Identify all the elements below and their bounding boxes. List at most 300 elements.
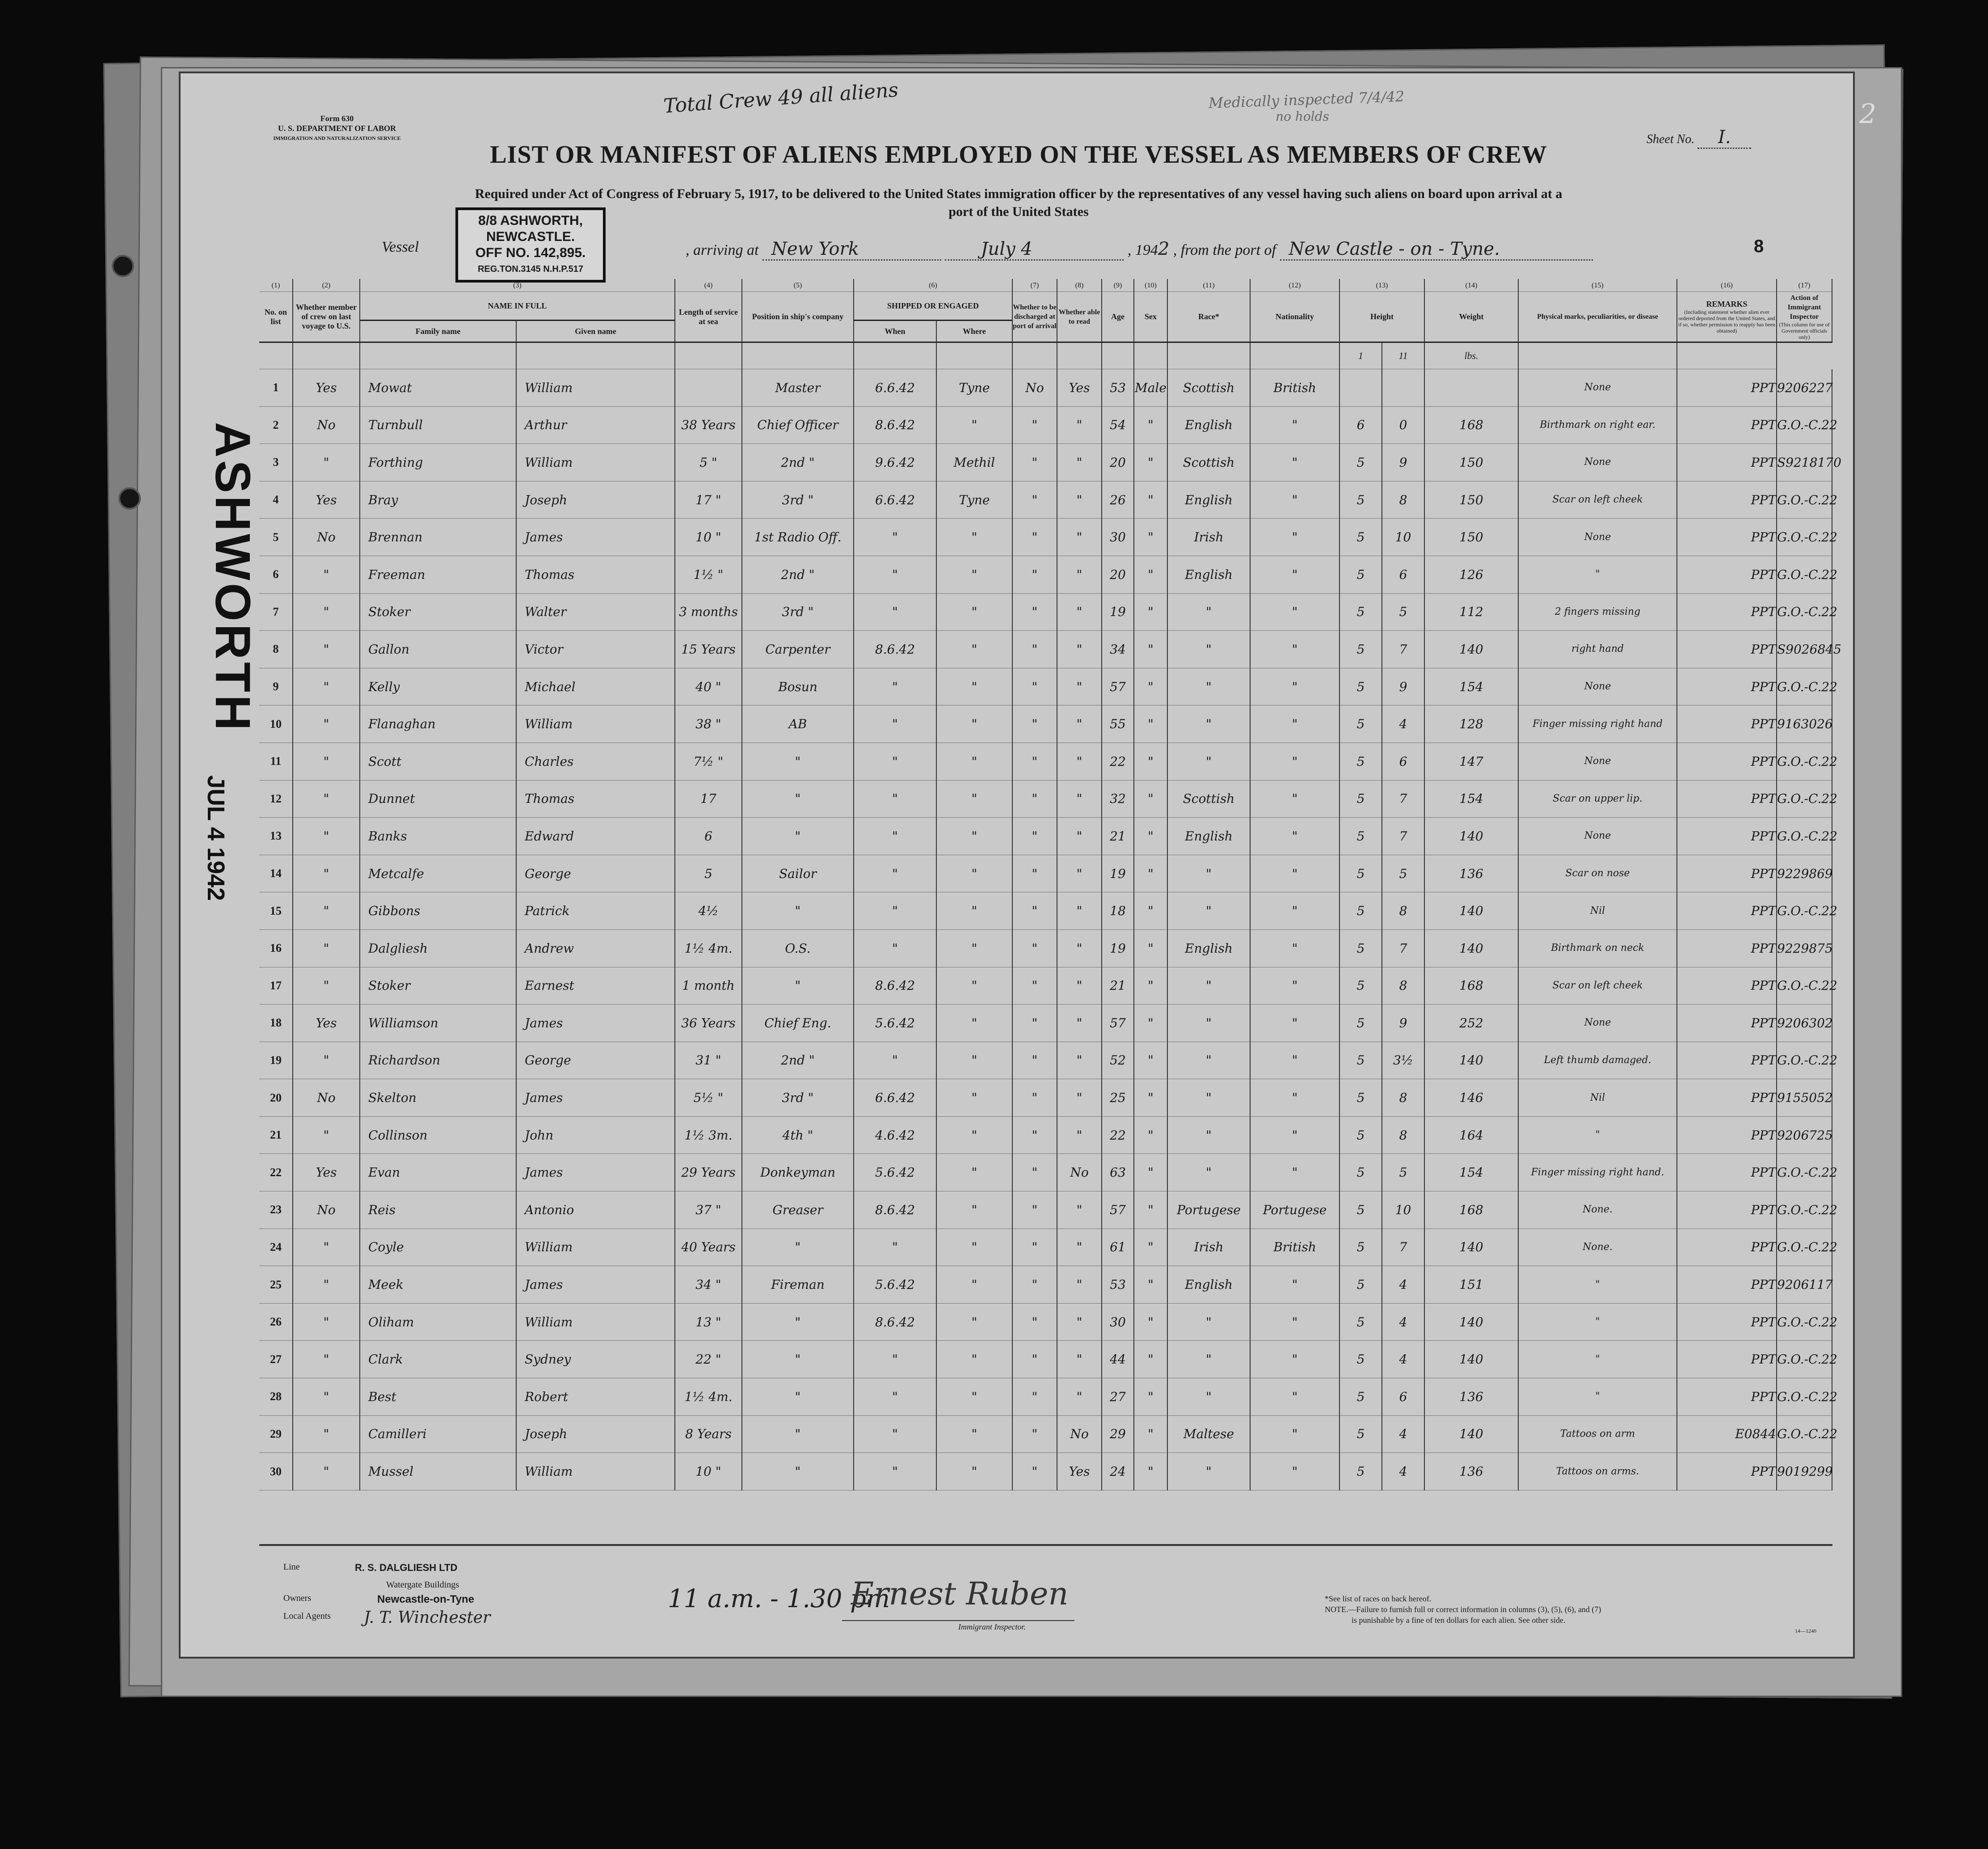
cell-crew-number: 19 [259, 1042, 293, 1079]
cell-race: Portugese [1167, 1191, 1250, 1229]
page-marker: 8 [1754, 236, 1764, 256]
cell-height-in: 3½ [1382, 1042, 1424, 1079]
cell-height-in: 7 [1382, 929, 1424, 967]
col-num: (5) [742, 279, 854, 292]
action-title: Action of Immigrant Inspector [1787, 294, 1821, 321]
cell-inspector-action: G.O.-C.22 [1777, 1154, 1832, 1191]
cell-height-in: 6 [1382, 1378, 1424, 1416]
cell-previous-voyage: Yes [293, 481, 360, 519]
cell-length-service: 5 [675, 855, 742, 892]
cell-family-name: Mowat [360, 369, 516, 407]
cell-length-service: 4½ [675, 892, 742, 930]
cell-race: " [1167, 668, 1250, 705]
cell-crew-number: 13 [259, 818, 293, 855]
subtitle-line-1: Required under Act of Congress of February 5, 1917, to be delivered to the United States immigration officer by the representatives of any vessel having such aliens on board upon arrival at a [475, 186, 1563, 201]
cell-remarks: PPT [1677, 1079, 1777, 1117]
footer-divider [259, 1544, 1832, 1546]
note-penalty-2: is punishable by a fine of ten dollars for each alien. See other side. [1352, 1616, 1566, 1625]
col-num: (1) [259, 279, 293, 292]
cell-race: English [1167, 1266, 1250, 1304]
total-crew-note: Total Crew 49 all aliens [662, 78, 899, 118]
cell-to-be-discharged: " [1012, 1228, 1057, 1266]
cell-crew-number: 23 [259, 1191, 293, 1229]
cell-shipped-when: " [854, 780, 936, 818]
cell-previous-voyage: " [293, 705, 360, 743]
cell-length-service: 38 Years [675, 406, 742, 444]
cell-shipped-where: " [936, 1079, 1012, 1117]
cell-height-ft: 5 [1339, 1191, 1382, 1229]
cell-inspector-action: 9206227 [1777, 369, 1832, 407]
cell-given-name: Antonio [516, 1191, 675, 1229]
cell-position: " [742, 1303, 854, 1341]
cell-weight: 154 [1424, 668, 1518, 705]
stamp-line: OFF NO. 142,895. [475, 245, 586, 260]
crew-row [259, 1116, 1832, 1154]
cell-length-service: 5½ " [675, 1079, 742, 1117]
cell-physical-marks: None [1518, 444, 1677, 481]
cell-height-in: 10 [1382, 1191, 1424, 1229]
cell-physical-marks: Nil [1518, 892, 1677, 930]
cell-weight: 140 [1424, 818, 1518, 855]
cell-able-to-read: " [1057, 967, 1102, 1005]
cell-nationality: " [1250, 1378, 1339, 1416]
cell-length-service: 38 " [675, 705, 742, 743]
col-num: (9) [1102, 279, 1134, 292]
cell-height-in: 9 [1382, 668, 1424, 705]
cell-family-name: Gibbons [360, 892, 516, 930]
cell-crew-number: 14 [259, 855, 293, 892]
col-num: (13) [1339, 279, 1424, 292]
cell-shipped-when: " [854, 668, 936, 705]
cell-age: 19 [1102, 929, 1134, 967]
cell-shipped-when: 9.6.42 [854, 444, 936, 481]
cell-physical-marks: Scar on left cheek [1518, 967, 1677, 1005]
cell-race: Irish [1167, 1228, 1250, 1266]
cell-remarks: PPT [1677, 481, 1777, 519]
header-shipped-engaged: SHIPPED OR ENGAGED [854, 292, 1012, 321]
cell-nationality: " [1250, 1042, 1339, 1079]
cell-physical-marks: " [1518, 556, 1677, 593]
cell-nationality: " [1250, 1266, 1339, 1304]
cell-nationality: " [1250, 481, 1339, 519]
cell-height-ft: 5 [1339, 631, 1382, 668]
col-num: (17) [1777, 279, 1832, 292]
cell-shipped-where: " [936, 1005, 1012, 1042]
cell-shipped-where: Methil [936, 444, 1012, 481]
cell-length-service: 1½ 4m. [675, 1378, 742, 1416]
cell-previous-voyage: " [293, 1042, 360, 1079]
footer-line-block [283, 1562, 730, 1629]
cell-family-name: Mussel [360, 1453, 516, 1490]
cell-length-service: 8 Years [675, 1415, 742, 1453]
cell-height-ft: 5 [1339, 444, 1382, 481]
cell-physical-marks: " [1518, 1341, 1677, 1378]
cell-length-service: 10 " [675, 519, 742, 556]
cell-shipped-when: 6.6.42 [854, 1079, 936, 1117]
crew-row [259, 668, 1832, 705]
cell-family-name: Metcalfe [360, 855, 516, 892]
crew-row [259, 818, 1832, 855]
cell-inspector-action: G.O.-C.22 [1777, 743, 1832, 780]
cell-height-ft: 5 [1339, 1341, 1382, 1378]
cell-inspector-action: 9206725 [1777, 1116, 1832, 1154]
cell-family-name: Clark [360, 1341, 516, 1378]
cell-inspector-action: G.O.-C.22 [1777, 1341, 1832, 1378]
cell-sex: " [1134, 1415, 1167, 1453]
cell-remarks: PPT [1677, 1116, 1777, 1154]
cell-crew-number: 29 [259, 1415, 293, 1453]
sheet-number: I. [1697, 127, 1751, 149]
cell-height-in: 5 [1382, 855, 1424, 892]
cell-race: Scottish [1167, 780, 1250, 818]
cell-physical-marks: None. [1518, 1228, 1677, 1266]
cell-given-name: James [516, 1005, 675, 1042]
cell-height-ft: 6 [1339, 406, 1382, 444]
units-row [259, 342, 1832, 369]
cell-height-in: 4 [1382, 1266, 1424, 1304]
cell-inspector-action: 9229869 [1777, 855, 1832, 892]
cell-height-ft: 5 [1339, 780, 1382, 818]
cell-remarks: PPT [1677, 1005, 1777, 1042]
cell-remarks: PPT [1677, 818, 1777, 855]
cell-family-name: Kelly [360, 668, 516, 705]
cell-shipped-when: 4.6.42 [854, 1116, 936, 1154]
cell-inspector-action: 9206117 [1777, 1266, 1832, 1304]
cell-to-be-discharged: " [1012, 1154, 1057, 1191]
arriving-port: New York [762, 239, 941, 261]
cell-position: " [742, 1378, 854, 1416]
cell-family-name: Camilleri [360, 1415, 516, 1453]
cell-given-name: William [516, 1303, 675, 1341]
cell-inspector-action: 9163026 [1777, 705, 1832, 743]
cell-weight: 164 [1424, 1116, 1518, 1154]
cell-nationality: British [1250, 1228, 1339, 1266]
cell-shipped-when: " [854, 1341, 936, 1378]
note-penalty: NOTE.—Failure to furnish full or correct information in columns (3), (5), (6), and (7) [1325, 1605, 1601, 1614]
cell-sex: " [1134, 593, 1167, 631]
cell-height-ft: 5 [1339, 818, 1382, 855]
cell-length-service: 1½ " [675, 556, 742, 593]
cell-inspector-action: G.O.-C.22 [1777, 1042, 1832, 1079]
cell-position: Fireman [742, 1266, 854, 1304]
cell-previous-voyage: Yes [293, 369, 360, 407]
cell-crew-number: 7 [259, 593, 293, 631]
cell-weight: 154 [1424, 780, 1518, 818]
cell-length-service: 36 Years [675, 1005, 742, 1042]
cell-shipped-when: " [854, 892, 936, 930]
cell-shipped-when: " [854, 519, 936, 556]
cell-able-to-read: " [1057, 705, 1102, 743]
cell-race: " [1167, 892, 1250, 930]
cell-given-name: James [516, 1154, 675, 1191]
cell-age: 20 [1102, 444, 1134, 481]
cell-able-to-read: " [1057, 743, 1102, 780]
cell-length-service: 5 " [675, 444, 742, 481]
cell-crew-number: 11 [259, 743, 293, 780]
cell-given-name: Sydney [516, 1341, 675, 1378]
cell-shipped-where: " [936, 406, 1012, 444]
cell-able-to-read: " [1057, 1005, 1102, 1042]
cell-able-to-read: " [1057, 444, 1102, 481]
cell-weight: 136 [1424, 855, 1518, 892]
cell-shipped-when: 6.6.42 [854, 369, 936, 407]
action-subtitle: (This column for use of Government officials only) [1779, 321, 1830, 340]
cell-shipped-when: " [854, 1228, 936, 1266]
cell-shipped-where: " [936, 668, 1012, 705]
cell-physical-marks: None [1518, 369, 1677, 407]
cell-crew-number: 8 [259, 631, 293, 668]
crew-row [259, 855, 1832, 892]
cell-height-in: 0 [1382, 406, 1424, 444]
cell-length-service: 1½ 3m. [675, 1116, 742, 1154]
cell-height-ft: 5 [1339, 1116, 1382, 1154]
header-age: Age [1102, 292, 1134, 342]
cell-remarks: PPT [1677, 668, 1777, 705]
cell-given-name: Thomas [516, 556, 675, 593]
cell-previous-voyage: No [293, 1191, 360, 1229]
cell-shipped-where: Tyne [936, 369, 1012, 407]
cell-sex: " [1134, 556, 1167, 593]
col-num: (12) [1250, 279, 1339, 292]
cell-inspector-action: G.O.-C.22 [1777, 967, 1832, 1005]
header-height: Height [1339, 292, 1424, 342]
cell-previous-voyage: " [293, 855, 360, 892]
cell-given-name: James [516, 519, 675, 556]
cell-sex: " [1134, 705, 1167, 743]
cell-length-service: 31 " [675, 1042, 742, 1079]
cell-sex: " [1134, 1378, 1167, 1416]
cell-remarks: PPT [1677, 1266, 1777, 1304]
cell-to-be-discharged: " [1012, 743, 1057, 780]
cell-to-be-discharged: " [1012, 668, 1057, 705]
cell-able-to-read: " [1057, 818, 1102, 855]
cell-previous-voyage: " [293, 631, 360, 668]
cell-shipped-where: " [936, 1116, 1012, 1154]
arrival-date: July 4 [945, 239, 1124, 261]
cell-previous-voyage: " [293, 967, 360, 1005]
cell-shipped-when: 8.6.42 [854, 1303, 936, 1341]
cell-nationality: " [1250, 631, 1339, 668]
crew-table [259, 279, 1841, 1490]
inspection-time: 11 a.m. - 1.30 pm [668, 1584, 890, 1613]
cell-remarks: PPT [1677, 929, 1777, 967]
medical-note: Medically inspected 7/4/42 [1208, 88, 1405, 112]
cell-inspector-action: 9206302 [1777, 1005, 1832, 1042]
crew-row [259, 406, 1832, 444]
cell-race: English [1167, 818, 1250, 855]
cell-height-in: 9 [1382, 444, 1424, 481]
cell-physical-marks: Nil [1518, 1079, 1677, 1117]
cell-position: Bosun [742, 668, 854, 705]
cell-height-in: 7 [1382, 1228, 1424, 1266]
cell-age: 25 [1102, 1079, 1134, 1117]
crew-row [259, 967, 1832, 1005]
cell-able-to-read: " [1057, 892, 1102, 930]
cell-age: 19 [1102, 593, 1134, 631]
cell-physical-marks: None [1518, 1005, 1677, 1042]
cell-crew-number: 30 [259, 1453, 293, 1490]
cell-position: Donkeyman [742, 1154, 854, 1191]
cell-sex: " [1134, 1005, 1167, 1042]
cell-shipped-when: 6.6.42 [854, 481, 936, 519]
cell-crew-number: 26 [259, 1303, 293, 1341]
cell-able-to-read: Yes [1057, 369, 1102, 407]
cell-length-service: 22 " [675, 1341, 742, 1378]
cell-physical-marks: " [1518, 1378, 1677, 1416]
weight-unit: lbs. [1424, 342, 1518, 369]
cell-crew-number: 1 [259, 369, 293, 407]
cell-to-be-discharged: " [1012, 1079, 1057, 1117]
cell-to-be-discharged: No [1012, 369, 1057, 407]
cell-age: 57 [1102, 668, 1134, 705]
cell-weight: 136 [1424, 1453, 1518, 1490]
cell-able-to-read: " [1057, 1266, 1102, 1304]
cell-able-to-read: " [1057, 481, 1102, 519]
cell-remarks: PPT [1677, 1378, 1777, 1416]
cell-remarks: PPT [1677, 705, 1777, 743]
cell-position: Chief Officer [742, 406, 854, 444]
stamp-line: 8/8 ASHWORTH, [478, 213, 583, 228]
cell-physical-marks: Tattoos on arm [1518, 1415, 1677, 1453]
cell-age: 24 [1102, 1453, 1134, 1490]
cell-sex: " [1134, 967, 1167, 1005]
cell-previous-voyage: " [293, 1266, 360, 1304]
cell-inspector-action: 9019299 [1777, 1453, 1832, 1490]
cell-sex: " [1134, 855, 1167, 892]
header-physical-marks: Physical marks, peculiarities, or disease [1518, 292, 1677, 342]
from-port: New Castle - on - Tyne. [1280, 239, 1593, 261]
cell-height-in: 4 [1382, 1341, 1424, 1378]
cell-able-to-read: " [1057, 556, 1102, 593]
cell-shipped-where: " [936, 1266, 1012, 1304]
cell-previous-voyage: " [293, 1116, 360, 1154]
cell-inspector-action: G.O.-C.22 [1777, 1191, 1832, 1229]
col-num: (2) [293, 279, 360, 292]
cell-length-service: 17 [675, 780, 742, 818]
col-num: (3) [360, 279, 675, 292]
cell-to-be-discharged: " [1012, 780, 1057, 818]
cell-height-ft [1339, 369, 1382, 407]
header-able-read: Whether able to read [1057, 292, 1102, 342]
cell-height-in: 8 [1382, 967, 1424, 1005]
cell-height-ft: 5 [1339, 1378, 1382, 1416]
cell-shipped-where: " [936, 1191, 1012, 1229]
column-number-row [259, 279, 1832, 292]
cell-family-name: Collinson [360, 1116, 516, 1154]
cell-to-be-discharged: " [1012, 967, 1057, 1005]
cell-crew-number: 10 [259, 705, 293, 743]
crew-row [259, 743, 1832, 780]
cell-given-name: Joseph [516, 481, 675, 519]
cell-height-ft: 5 [1339, 668, 1382, 705]
cell-nationality: " [1250, 743, 1339, 780]
cell-given-name: Robert [516, 1378, 675, 1416]
cell-shipped-when: " [854, 818, 936, 855]
cell-physical-marks: Scar on left cheek [1518, 481, 1677, 519]
cell-inspector-action: S9026845 [1777, 631, 1832, 668]
cell-race: English [1167, 929, 1250, 967]
cell-physical-marks: Scar on upper lip. [1518, 780, 1677, 818]
cell-weight: 168 [1424, 967, 1518, 1005]
cell-to-be-discharged: " [1012, 1191, 1057, 1229]
cell-crew-number: 9 [259, 668, 293, 705]
cell-given-name: Patrick [516, 892, 675, 930]
manifest-title: LIST OR MANIFEST OF ALIENS EMPLOYED ON THE VESSEL AS MEMBERS OF CREW [490, 141, 1547, 169]
cell-age: 27 [1102, 1378, 1134, 1416]
cell-remarks: PPT [1677, 780, 1777, 818]
cell-to-be-discharged: " [1012, 1042, 1057, 1079]
cell-physical-marks: " [1518, 1266, 1677, 1304]
cell-position: " [742, 780, 854, 818]
cell-length-service: 34 " [675, 1266, 742, 1304]
cell-crew-number: 16 [259, 929, 293, 967]
cell-previous-voyage: " [293, 780, 360, 818]
cell-sex: " [1134, 1341, 1167, 1378]
inspector-label: Immigrant Inspector. [958, 1622, 1026, 1631]
cell-crew-number: 2 [259, 406, 293, 444]
cell-remarks: PPT [1677, 1341, 1777, 1378]
height-in-unit: 11 [1382, 342, 1424, 369]
cell-position: Sailor [742, 855, 854, 892]
cell-remarks: PPT [1677, 593, 1777, 631]
cell-physical-marks: Finger missing right hand. [1518, 1154, 1677, 1191]
cell-to-be-discharged: " [1012, 1005, 1057, 1042]
cell-shipped-when: 8.6.42 [854, 406, 936, 444]
cell-inspector-action: G.O.-C.22 [1777, 818, 1832, 855]
footer-notes [1325, 1593, 1816, 1636]
cell-weight: 136 [1424, 1378, 1518, 1416]
cell-crew-number: 25 [259, 1266, 293, 1304]
cell-shipped-where: " [936, 743, 1012, 780]
cell-able-to-read: " [1057, 668, 1102, 705]
cell-weight: 150 [1424, 444, 1518, 481]
cell-height-ft: 5 [1339, 967, 1382, 1005]
cell-shipped-when: 8.6.42 [854, 967, 936, 1005]
cell-remarks: PPT [1677, 1042, 1777, 1079]
cell-length-service: 40 " [675, 668, 742, 705]
cell-length-service: 1½ 4m. [675, 929, 742, 967]
header-remarks [1677, 292, 1777, 342]
cell-shipped-when: " [854, 556, 936, 593]
col-num: (11) [1167, 279, 1250, 292]
cell-length-service: 29 Years [675, 1154, 742, 1191]
crew-row [259, 369, 1832, 407]
header-nationality: Nationality [1250, 292, 1339, 342]
cell-remarks: PPT [1677, 855, 1777, 892]
cell-given-name: Joseph [516, 1415, 675, 1453]
cell-height-ft: 5 [1339, 929, 1382, 967]
stamp-line: NEWCASTLE. [486, 229, 575, 244]
cell-to-be-discharged: " [1012, 1116, 1057, 1154]
cell-able-to-read: " [1057, 929, 1102, 967]
cell-nationality: " [1250, 1005, 1339, 1042]
cell-shipped-where: " [936, 1415, 1012, 1453]
cell-shipped-where: " [936, 1154, 1012, 1191]
cell-race: " [1167, 1303, 1250, 1341]
cell-inspector-action: G.O.-C.22 [1777, 780, 1832, 818]
cell-shipped-when: 5.6.42 [854, 1154, 936, 1191]
cell-age: 44 [1102, 1341, 1134, 1378]
cell-physical-marks: " [1518, 1116, 1677, 1154]
cell-height-in: 4 [1382, 1415, 1424, 1453]
cell-family-name: Banks [360, 818, 516, 855]
cell-race: " [1167, 1453, 1250, 1490]
cell-shipped-when: " [854, 1378, 936, 1416]
cell-to-be-discharged: " [1012, 818, 1057, 855]
cell-crew-number: 21 [259, 1116, 293, 1154]
cell-length-service: 17 " [675, 481, 742, 519]
cell-age: 19 [1102, 855, 1134, 892]
